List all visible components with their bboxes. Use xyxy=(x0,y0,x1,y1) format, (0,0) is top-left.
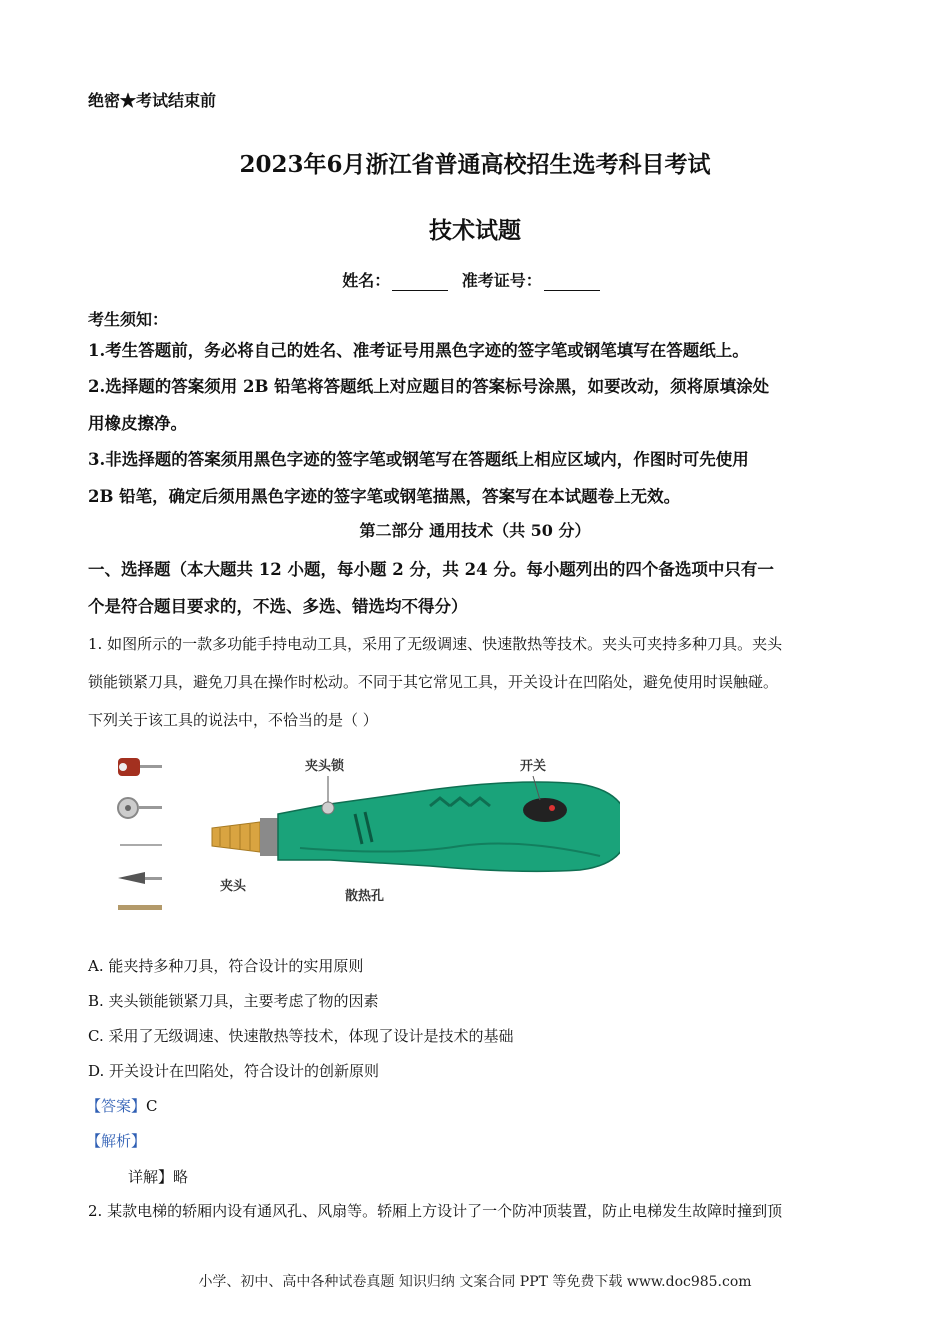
label-chuck-lock: 夹头锁 xyxy=(305,759,345,774)
notice-item-2-line1: 2.选择题的答案须用 2B 铅笔将答题纸上对应题目的答案标号涂黑，如要改动，须将原填涂处 xyxy=(88,377,770,396)
answer-row xyxy=(86,1095,158,1116)
question1-line3 xyxy=(88,702,378,738)
name-blank xyxy=(392,274,448,291)
exam-title: 2023年6月浙江省普通高校招生选考科目考试 xyxy=(239,151,711,178)
drill-bit xyxy=(118,905,162,910)
notice-item-3-line2: 2B 铅笔，确定后须用黑色字迹的签字笔或钢笔描黑，答案写在本试题卷上无效。 xyxy=(88,487,681,506)
id-blank xyxy=(544,274,600,291)
notice-item-3-line1: 3.非选择题的答案须用黑色字迹的签字笔或钢笔写在答题纸上相应区域内，作图时可先使用 xyxy=(88,450,749,469)
answer-label: 【答案】 xyxy=(86,1097,147,1115)
grinding-point-bit xyxy=(118,872,162,884)
cutting-disc-bit xyxy=(118,798,162,818)
part2-title: 第二部分 通用技术（共 50 分） xyxy=(359,521,591,540)
option-c: C. 采用了无级调速、快速散热等技术，体现了设计是技术的基础 xyxy=(88,1027,514,1045)
option-d: D. 开关设计在凹陷处，符合设计的创新原则 xyxy=(88,1062,380,1080)
section1-line2: 个是符合题目要求的，不选、多选、错选均不得分） xyxy=(88,597,468,616)
question2-line1: 2. 某款电梯的轿厢内设有通风孔、风扇等。轿厢上方设计了一个防冲顶装置，防止电梯发生故障时撞到顶 xyxy=(88,1202,783,1220)
sanding-drum-bit xyxy=(118,758,162,776)
question1-line2: 锁能锁紧刀具，避免刀具在操作时松动。不同于其它常见工具，开关设计在凹陷处，避免使用时误触碰。 xyxy=(88,673,779,691)
analysis-label: 【解析】 xyxy=(86,1132,147,1150)
tool-body xyxy=(212,782,620,871)
notice-heading: 考生须知： xyxy=(88,310,169,329)
label-switch: 开关 xyxy=(520,759,547,774)
analysis-detail: 详解】略 xyxy=(128,1168,189,1186)
section1-line1: 一、选择题（本大题共 12 小题，每小题 2 分，共 24 分。每小题列出的四个备选项中只有一 xyxy=(88,560,774,579)
confidential-mark: 绝密★考试结束前 xyxy=(88,91,217,110)
notice-item-1: 1.考生答题前，务必将自己的姓名、准考证号用黑色字迹的签字笔或钢笔填写在答题纸上。 xyxy=(88,341,749,360)
question1-line3-pre: 下列关于该工具的说法中， xyxy=(88,711,269,729)
question1-line3-post: 的是（ ） xyxy=(313,711,378,729)
question1-emphasis: · · · 不恰当 xyxy=(268,711,313,729)
label-vent: 散热孔 xyxy=(345,889,385,904)
id-label: 准考证号： xyxy=(461,271,542,290)
question1-line1: 1. 如图所示的一款多功能手持电动工具，采用了无级调速、快速散热等技术。夹头可夹持多种刀具。夹头 xyxy=(88,635,783,653)
answer-value: C xyxy=(146,1097,158,1115)
name-label: 姓名： xyxy=(342,271,391,290)
bit-thumbnails xyxy=(118,758,162,910)
page-footer: 小学、初中、高中各种试卷真题 知识归纳 文案合同 PPT 等免费下载 www.doc985.com xyxy=(198,1274,752,1290)
label-chuck: 夹头 xyxy=(220,879,247,894)
exam-subtitle: 技术试题 xyxy=(429,217,521,244)
tool-figure xyxy=(100,748,620,928)
notice-item-2-line2: 用橡皮擦净。 xyxy=(88,414,187,433)
candidate-info-row xyxy=(0,268,950,291)
option-b: B. 夹头锁能锁紧刀具，主要考虑了物的因素 xyxy=(88,992,379,1010)
thin-drill-bit xyxy=(120,844,162,846)
option-a: A. 能夹持多种刀具，符合设计的实用原则 xyxy=(88,957,364,975)
